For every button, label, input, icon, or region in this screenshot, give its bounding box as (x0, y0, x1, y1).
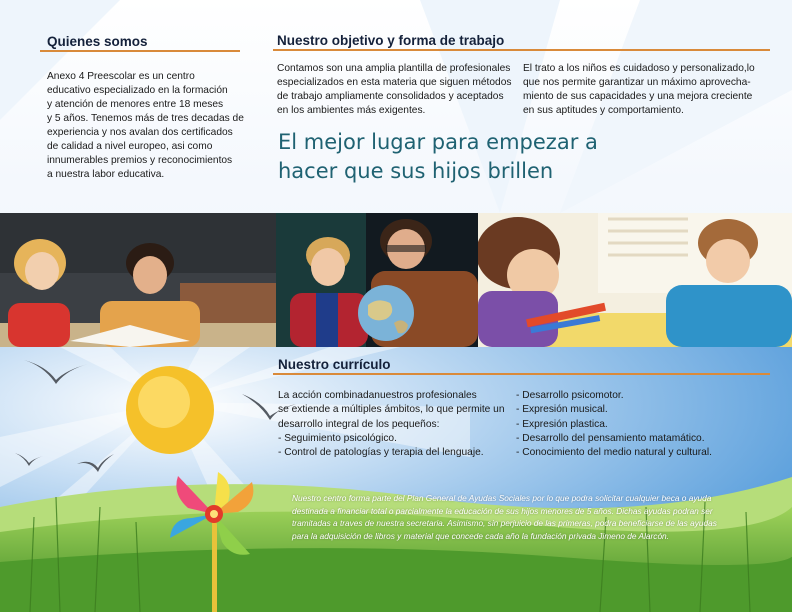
list-item: - Seguimiento psicológico. (278, 432, 397, 444)
objetivo-col2-line: que nos permite garantizar un máximo aprovecha- (523, 77, 751, 88)
list-item: se extiende a múltiples ámbitos, lo que permite un (278, 404, 505, 416)
quienes-line: experiencia y nos avalan dos certificados (47, 127, 233, 138)
objetivo-col1-line: especializados en esta materia que siguen métodos (277, 77, 512, 88)
objetivo-col2 (523, 62, 773, 118)
slogan-line: El mejor lugar para empezar a (278, 130, 598, 154)
sun-icon (120, 362, 220, 462)
list-item: - Control de patologías y terapia del lenguaje. (278, 447, 484, 459)
photo-children-reading (0, 213, 276, 347)
quienes-text (47, 70, 257, 182)
footnote-line: destinada a financiar total o parcialmente la educación de sus hijos menores de 5 años. Dichas ayudas podran ser (292, 505, 713, 516)
list-item: - Conocimiento del medio natural y cultural. (516, 447, 712, 459)
curriculo-left-list (278, 389, 516, 460)
slogan (278, 128, 638, 186)
curriculo-rule (273, 373, 770, 375)
footnote-line: para la adquisición de libros y material que concede cada año la fundación privada Jimeno de Alarcón. (292, 530, 669, 541)
objetivo-col1-line: en los ambientes más exigentes. (277, 105, 426, 116)
list-item: - Expresión plastica. (516, 418, 608, 430)
objetivo-col1-line: Contamos son una amplia plantilla de profesionales (277, 63, 511, 74)
bird-icon (22, 352, 92, 392)
objetivo-col1-line: de trabajo ampliamente consolidados y aceptados (277, 91, 504, 102)
quienes-rule (40, 50, 240, 52)
list-item: - Expresión musical. (516, 404, 608, 416)
quienes-line: educativo especializado en la formación (47, 85, 228, 96)
bird-icon (76, 452, 116, 476)
objetivo-col2-line: miento de sus capacidades y una mejora creciente (523, 91, 753, 102)
footnote-line: Nuestro centro forma parte del Plan General de Ayudas Sociales por lo que podra solicitar cualquier beca o ayuda (292, 493, 712, 503)
quienes-line: y 5 años. Tenemos más de tres decadas de (47, 113, 244, 124)
quienes-title: Quienes somos (47, 34, 148, 49)
quienes-line: y atención de menores entre 18 meses (47, 99, 224, 110)
quienes-line: Anexo 4 Preescolar es un centro (47, 71, 195, 82)
objetivo-col2-line: El trato a los niños es cuidadoso y personalizado,lo (523, 63, 755, 74)
list-item: La acción combinadanuestros profesionales (278, 390, 477, 401)
curriculo-title: Nuestro currículo (278, 357, 391, 372)
objetivo-col1 (277, 62, 517, 118)
pinwheel-icon (166, 468, 266, 612)
photo-boy-writing (478, 213, 792, 347)
quienes-line: a nuestra labor educativa. (47, 169, 165, 180)
objetivo-title: Nuestro objetivo y forma de trabajo (277, 33, 505, 48)
footnote-ayudas (292, 492, 732, 542)
curriculo-right-list (516, 389, 776, 460)
list-item: - Desarrollo del pensamiento matamático. (516, 432, 705, 444)
footnote-line: tramitadas a traves de nuestra secretaria. Asimismo, sin perjuicio de las primeras, podra beneficiarse de las ayudas (292, 518, 717, 529)
bird-icon (14, 450, 44, 470)
objetivo-rule (273, 49, 770, 51)
list-item: desarrollo integral de los pequeños: (278, 418, 440, 430)
quienes-line: innumerables premios y reconocimientos (47, 155, 233, 166)
sky-grass-scene (0, 347, 792, 612)
objetivo-col2-line: en sus aptitudes y comportamiento. (523, 105, 684, 116)
list-item: - Desarrollo psicomotor. (516, 390, 624, 401)
quienes-line: de calidad a nivel europeo, asi como (47, 141, 213, 152)
photo-teacher-globe (276, 213, 478, 347)
slogan-line: hacer que sus hijos brillen (278, 159, 554, 183)
